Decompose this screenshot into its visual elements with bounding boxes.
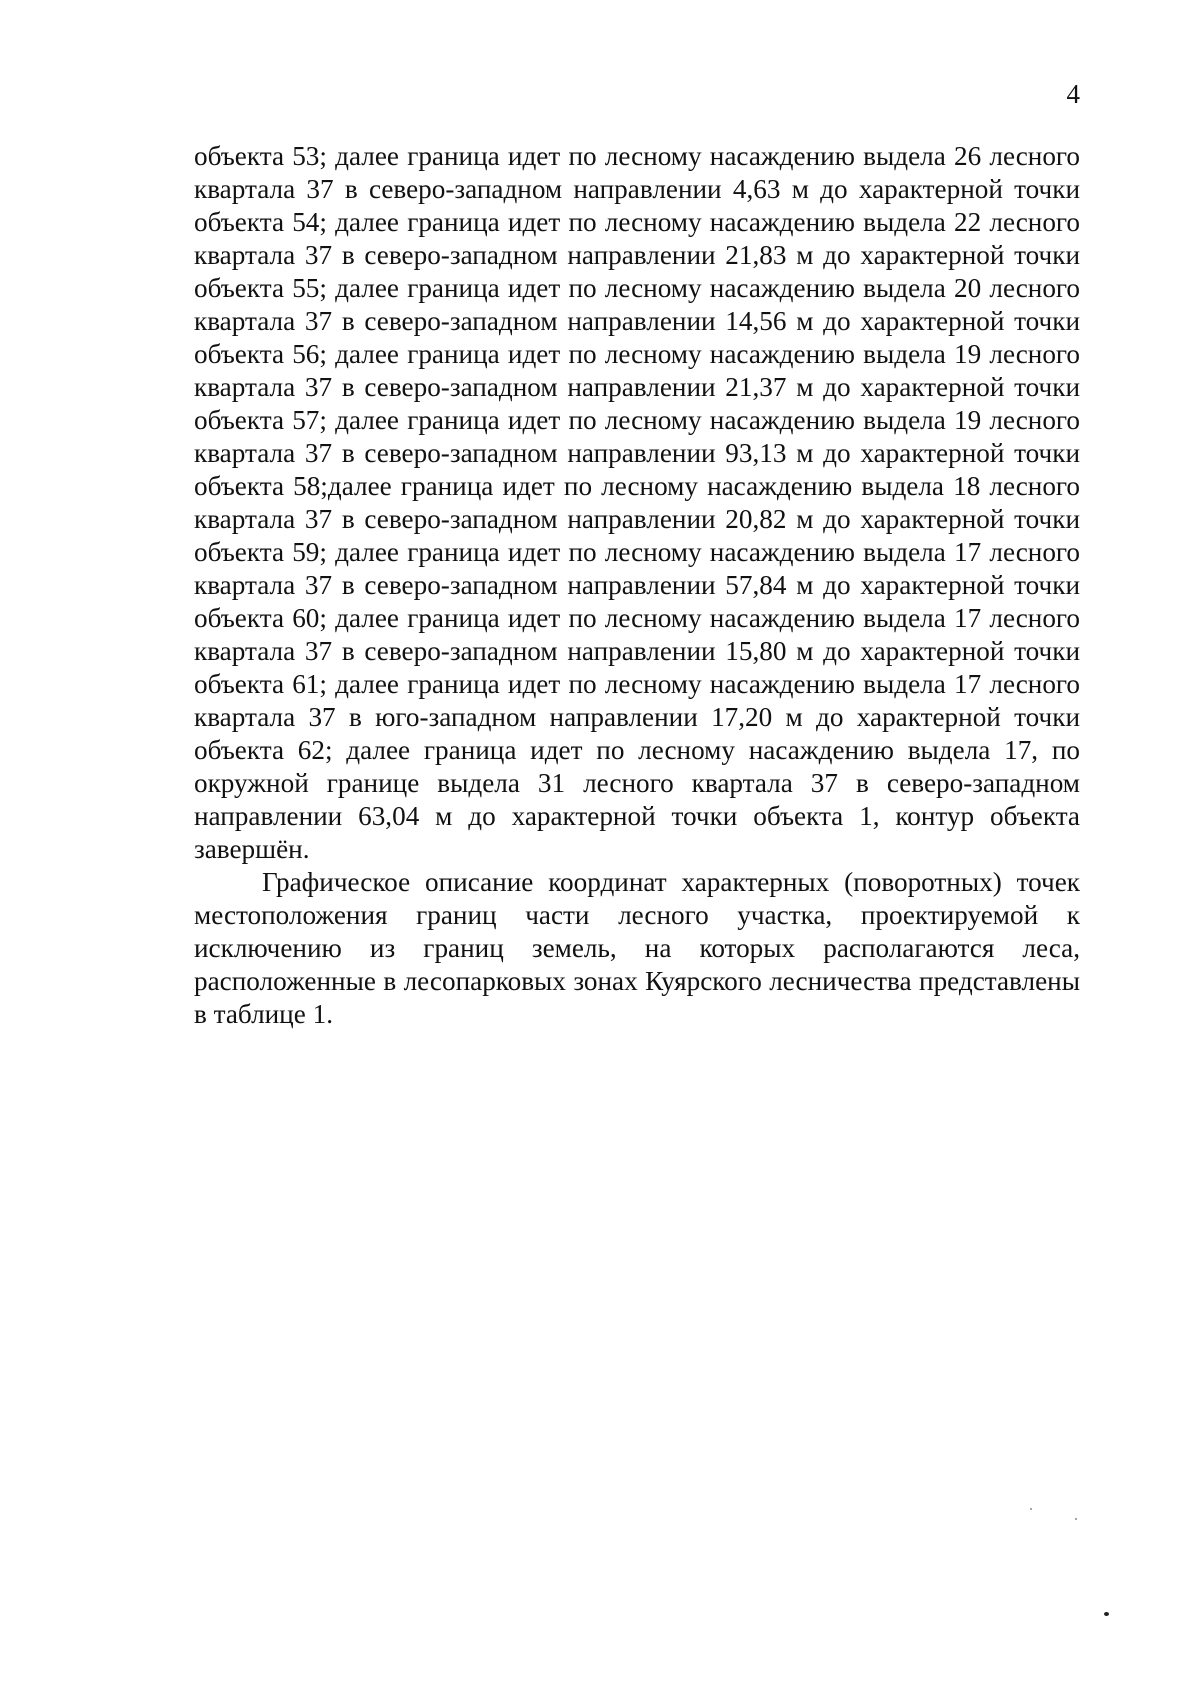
- scan-speck: [1030, 1508, 1032, 1510]
- boundary-description-paragraph: объекта 53; далее граница идет по лесному насаждению выдела 26 лесного квартала 37 в северо-западном направлении 4,63 м до характерной точки объекта 54; далее граница идет по лесному насаждению выдела 22 лесного квартала 37 в северо-западном направлении 21,83 м до характерной точки объекта 55; далее граница идет по лесному насаждению выдела 20 лесного квартала 37 в северо-западном направлении 14,56 м до характерной точки объекта 56; далее граница идет по лесному насаждению выдела 19 лесного квартала 37 в северо-западном направлении 21,37 м до характерной точки объекта 57; далее граница идет по лесному насаждению выдела 19 лесного квартала 37 в северо-западном направлении 93,13 м до характерной точки объекта 58;далее граница идет по лесному насаждению выдела 18 лесного квартала 37 в северо-западном направлении 20,82 м до характерной точки объекта 59; далее граница идет по лесному насаждению выдела 17 лесного квартала 37 в северо-западном направлении 57,84 м до характерной точки объекта 60; далее граница идет по лесному насаждению выдела 17 лесного квартала 37 в северо-западном направлении 15,80 м до характерной точки объекта 61; далее граница идет по лесному насаждению выдела 17 лесного квартала 37 в юго-западном направлении 17,20 м до характерной точки объекта 62; далее граница идет по лесному насаждению выдела 17, по окружной границе выдела 31 лесного квартала 37 в северо-западном направлении 63,04 м до характерной точки объекта 1, контур объекта завершён.: [194, 141, 1080, 864]
- scan-speck: [1075, 1518, 1077, 1520]
- document-body: [194, 140, 1080, 1031]
- graphic-description-paragraph: Графическое описание координат характерных (поворотных) точек местоположения границ части лесного участка, проектируемой к исключению из границ земель, на которых располагаются леса, расположенные в лесопарковых зонах Куярского лесничества представлены в таблице 1.: [194, 867, 1080, 1029]
- page-number: 4: [1066, 79, 1080, 109]
- scan-speck: [1104, 1612, 1109, 1616]
